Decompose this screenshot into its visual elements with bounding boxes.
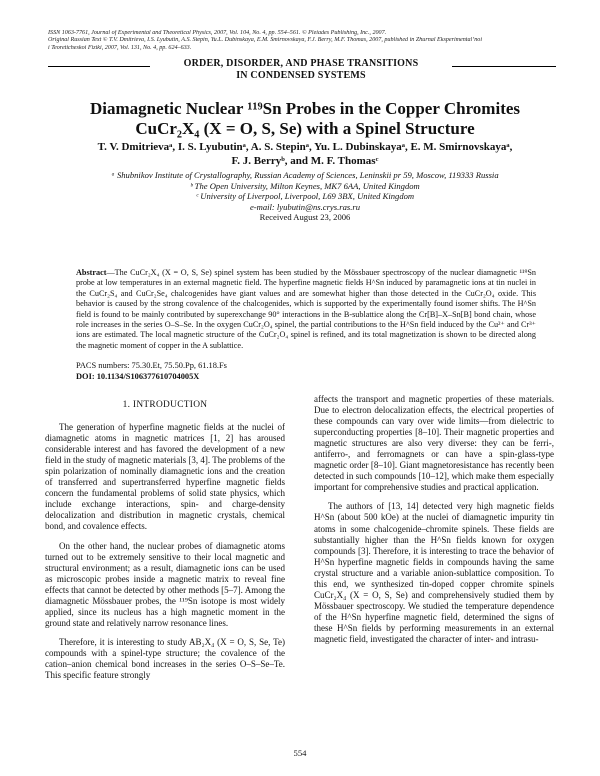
journal-header [48,30,568,52]
authors-line-1: T. V. Dmitrievaᵃ, I. S. Lyubutinᵃ, A. S. Stepinᵃ, Yu. L. Dubinskayaᵃ, E. M. Smirnovskayaᵃ, [97,141,513,153]
title-line-1: Diamagnetic Nuclear ¹¹⁹Sn Probes in the Copper Chromites [89,99,521,118]
abstract-text: —The CuCr₂X₄ (X = O, S, Se) spinel system has been studied by the Mössbauer spectroscopy of the nuclear diamagnetic ¹¹⁹Sn probe at low temperatures in an external magnetic field. The hyperfine magnetic fields H^Sn induced by paramagnetic ions at tin nuclei in the CuCr₂S₄ and CuCr₂Se₄ chalcogenides have giant values and are somewhat higher than those detected in the CuCr₂O₄ oxide. This behavior is caused by the strong covalence of the chalcogenides, which is supported by the experimentally found isomer shifts. The H^Sn field is found to be mainly contributed by superexchange 90° interactions in the B-sublattice along the Cr[B]–X–Sn[B] bond chain, whose role increases in the series O–S–Se. In the oxygen CuCr₂O₄ spinel, the partial contributions to the H^Sn field induced by the Cu²⁺ and Cr³⁺ ions are estimated. The local magnetic structure of the CuCr₂O₄ spinel is refined, and its total magnetization is shown to be directed along the magnetic moment of copper in the A sublattice. [76,268,536,350]
affiliation-c: ᶜ University of Liverpool, Liverpool, L69 3BX, United Kingdom [195,191,415,202]
affiliation-a: ᵃ Shubnikov Institute of Crystallography, Russian Academy of Sciences, Leninskii pr 59, Moscow, 119333 Russia [111,170,499,180]
paragraph: The generation of hyperfine magnetic fields at the nuclei of diamagnetic atoms in magnetic matrices [1, 2] has aroused considerable interest and has favored the development of a new field in the study of magnetic materials [3, 4]. The problems of the spin polarization of nominally diamagnetic ions and the creation of transferred and supertransferred hyperfine magnetic fields concern the fundamental problems of solid state physics, which include exchange interactions, spin- and charge-density delocalization and distribution in magnetic crystals, chemical bond, and covalence effects. [45,422,285,532]
paragraph: The authors of [13, 14] detected very high magnetic fields H^Sn (about 500 kOe) at the nuclei of diamagnetic impurity tin atoms in some chalcogenide–chromite spinels. These fields are substantially higher than the H^Sn fields known for oxygen compounds [3]. Therefore, it is interesting to trace the behavior of H^Sn hyperfine magnetic fields in compounds having the same crystal structure and a variable anion-sublattice composition. To this end, we synthesized tin-doped copper chromite spinels CuCr₂X₄ (X = O, S, Se) and comprehensively studied them by Mössbauer spectroscopy. We studied the temperature dependence of the H^Sn hyperfine magnetic field, determined the signs of these H^Sn fields by performing measurements in an external magnetic field, investigated the character of inter- and intrasu- [314,501,554,644]
paper-title [40,99,570,139]
section-line-2: IN CONDENSED SYSTEMS [236,70,366,81]
authors-line-2: F. J. Berryᵇ, and M. F. Thomasᶜ [231,155,379,167]
header-line-2: Original Russian Text © T.V. Dmitrieva, I.S. Lyubutin, A.S. Stepin, Yu.L. Dubinskaya, E.M. Smirnovskaya, F.J. Berry, M.F. Thomas, 2007, published in Zhurnal Éksperimental’noi [48,37,483,44]
paragraph: affects the transport and magnetic properties of these materials. Due to electron delocalization effects, the electrical properties of these compounds can vary over wide limits—from dielectric to superconducting properties [8–10]. Their magnetic properties and magnetic structures are also very diverse: they can be ferri-, antiferro-, and ferromagnets or can have a spin-glass-type magnetic order [8–10]. Giant magnetoresistance has recently been detected in such compounds [10–12], which make them especially important for comprehensive studies and practical application. [314,394,554,493]
section-rule-right [452,66,556,67]
page-number: 554 [293,748,307,758]
received-date: Received August 23, 2006 [259,212,351,223]
affiliation-b: ᵇ The Open University, Milton Keynes, MK7 6AA, United Kingdom [190,180,420,191]
body-column-left [45,394,285,689]
title-line-2: CuCr₂X₄ (X = O, S, Se) with a Spinel Structure [135,119,475,138]
body-column-right [314,394,554,653]
email: e-mail: lyubutin@ns.crys.ras.ru [249,201,361,212]
intro-heading: 1. INTRODUCTION [122,400,208,410]
pacs-numbers: PACS numbers: 75.30.Et, 75.50.Pp, 61.18.Fs [76,361,227,370]
abstract [76,268,536,351]
header-line-1: ISSN 1063-7761, Journal of Experimental and Theoretical Physics, 2007, Vol. 104, No. 4, pp. 554–561. © Pleiades Publishing, Inc., 2007. [48,30,387,36]
section-rule-left [48,66,150,67]
affiliations [40,170,570,223]
paragraph: On the other hand, the nuclear probes of diamagnetic atoms turned out to be extremely sensitive to their local magnetic and structural environment; as a result, diamagnetic ions can be used as microscopic probes inside a magnetic matrix to reveal fine effects that cannot be detected by other methods [5–7]. Among the diamagnetic Mössbauer probes, the ¹¹⁹Sn isotope is most widely applied, since its nucleus has a high magnetic moment in the ground state and relatively narrow resonance lines. [45,540,285,628]
header-line-3: i Teoreticheskoi Fiziki, 2007, Vol. 131, No. 4, pp. 624–633. [48,44,192,51]
author-list [40,140,570,168]
doi: DOI: 10.1134/S106377610704005X [76,372,200,381]
section-heading [150,58,452,82]
section-line-1: ORDER, DISORDER, AND PHASE TRANSITIONS [183,58,419,69]
paragraph: Therefore, it is interesting to study AB₂X₄ (X = O, S, Se, Te) compounds with a spinel-type structure; the covalence of the cation–anion chemical bond increases in the series O–S–Se–Te. This specific feature strongly [45,636,285,681]
abstract-label: Abstract [76,268,107,277]
